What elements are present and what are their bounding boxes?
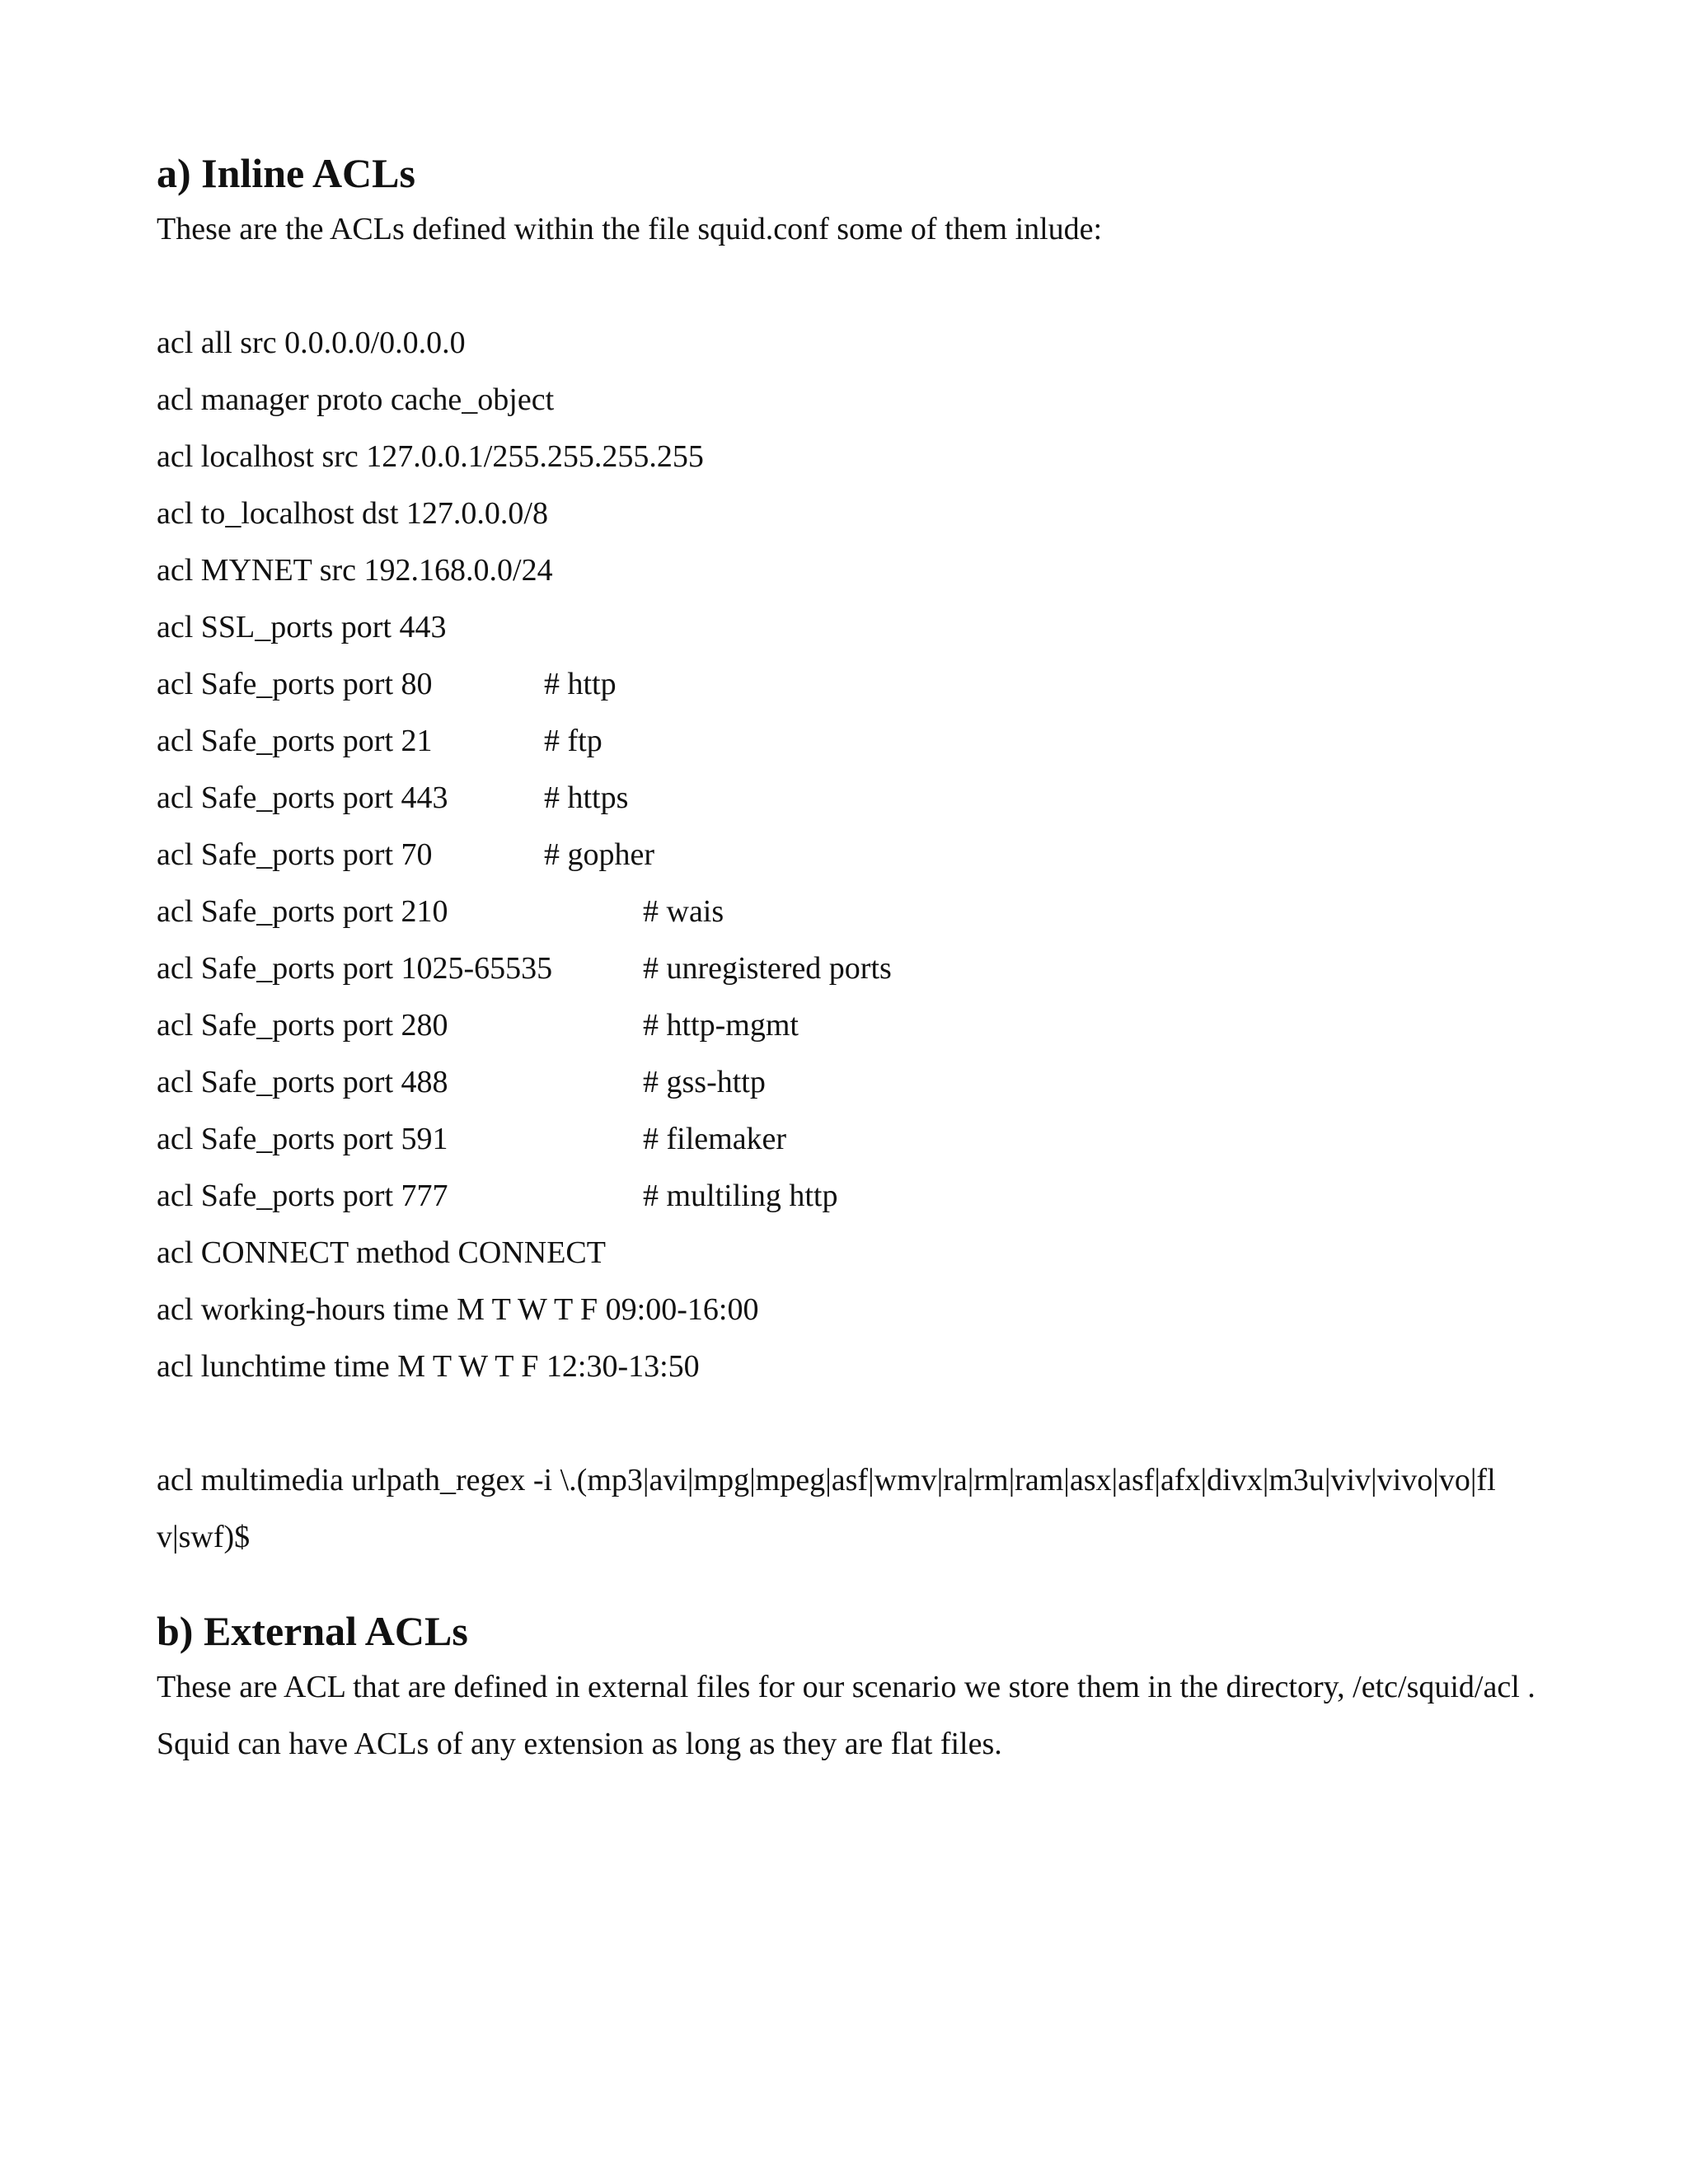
section-intro-inline-acls: These are the ACLs defined within the file squid.conf some of them inlude:	[157, 212, 1103, 246]
acl-line-text: acl CONNECT method CONNECT	[157, 1235, 606, 1270]
acl-line-text: acl lunchtime time M T W T F 12:30-13:50	[157, 1349, 700, 1384]
acl-line-comment: # http	[544, 667, 617, 701]
acl-line-comment: # unregistered ports	[643, 951, 892, 986]
acl-multimedia-line: acl multimedia urlpath_regex -i \.(mp3|avi|mpg|mpeg|asf|wmv|ra|rm|ram|asx|asf|afx|divx|m3u|viv|vivo|vo|flv|swf)$	[157, 1463, 1496, 1554]
acl-line-comment: # ftp	[544, 724, 603, 758]
acl-line-text: acl Safe_ports port 488	[157, 1065, 448, 1099]
acl-line	[157, 1168, 1558, 1225]
section-heading-external-acls: b) External ACLs	[157, 1608, 468, 1654]
acl-line	[157, 1282, 1558, 1338]
acl-line	[157, 1054, 1558, 1111]
acl-line-text: acl Safe_ports port 1025-65535	[157, 951, 553, 986]
acl-line-text: acl MYNET src 192.168.0.0/24	[157, 553, 553, 588]
acl-line	[157, 542, 1558, 599]
acl-line-text: acl manager proto cache_object	[157, 382, 555, 417]
acl-line	[157, 713, 1558, 770]
acl-line-text: acl Safe_ports port 777	[157, 1179, 448, 1213]
acl-line-text: acl all src 0.0.0.0/0.0.0.0	[157, 326, 466, 360]
acl-line-text: acl working-hours time M T W T F 09:00-16:00	[157, 1292, 759, 1327]
acl-line	[157, 485, 1558, 542]
acl-line-text: acl to_localhost dst 127.0.0.0/8	[157, 496, 548, 531]
acl-line	[157, 599, 1558, 656]
acl-line	[157, 883, 1558, 940]
acl-line-text: acl localhost src 127.0.0.1/255.255.255.255	[157, 439, 704, 474]
acl-line-text: acl Safe_ports port 80	[157, 667, 433, 701]
acl-code-block	[157, 315, 1558, 1566]
acl-line-comment: # multiling http	[643, 1179, 838, 1213]
section-body-external-acls: These are ACL that are defined in external files for our scenario we store them in the directory, /etc/squid/acl . Squid can have ACLs of any extension as long as they are flat files.	[157, 1670, 1536, 1761]
acl-line-comment: # filemaker	[643, 1122, 787, 1156]
section-inline-acls	[157, 148, 1558, 258]
acl-line-text: acl Safe_ports port 210	[157, 894, 448, 929]
acl-line	[157, 429, 1558, 485]
acl-line	[157, 997, 1558, 1054]
acl-line	[157, 1338, 1558, 1395]
acl-line-text: acl SSL_ports port 443	[157, 610, 447, 644]
acl-line-text: acl Safe_ports port 443	[157, 780, 448, 815]
acl-line-text: acl Safe_ports port 280	[157, 1008, 448, 1043]
acl-line	[157, 940, 1558, 997]
acl-line-comment: # https	[544, 780, 629, 815]
acl-line	[157, 1225, 1558, 1282]
acl-line	[157, 315, 1558, 372]
acl-line-text: acl Safe_ports port 70	[157, 837, 433, 872]
blank-line	[157, 1395, 1558, 1452]
acl-line	[157, 827, 1558, 883]
document-page	[157, 148, 1558, 1773]
acl-line	[157, 656, 1558, 713]
acl-line	[157, 372, 1558, 429]
section-external-acls	[157, 1606, 1558, 1773]
acl-line-comment: # wais	[643, 894, 724, 929]
acl-line-text: acl Safe_ports port 591	[157, 1122, 448, 1156]
section-heading-inline-acls: a) Inline ACLs	[157, 150, 415, 196]
acl-line-comment: # gss-http	[643, 1065, 766, 1099]
acl-line-text: acl Safe_ports port 21	[157, 724, 433, 758]
acl-line-comment: # gopher	[544, 837, 655, 872]
acl-line	[157, 770, 1558, 827]
acl-line	[157, 1111, 1558, 1168]
acl-line-comment: # http-mgmt	[643, 1008, 799, 1043]
